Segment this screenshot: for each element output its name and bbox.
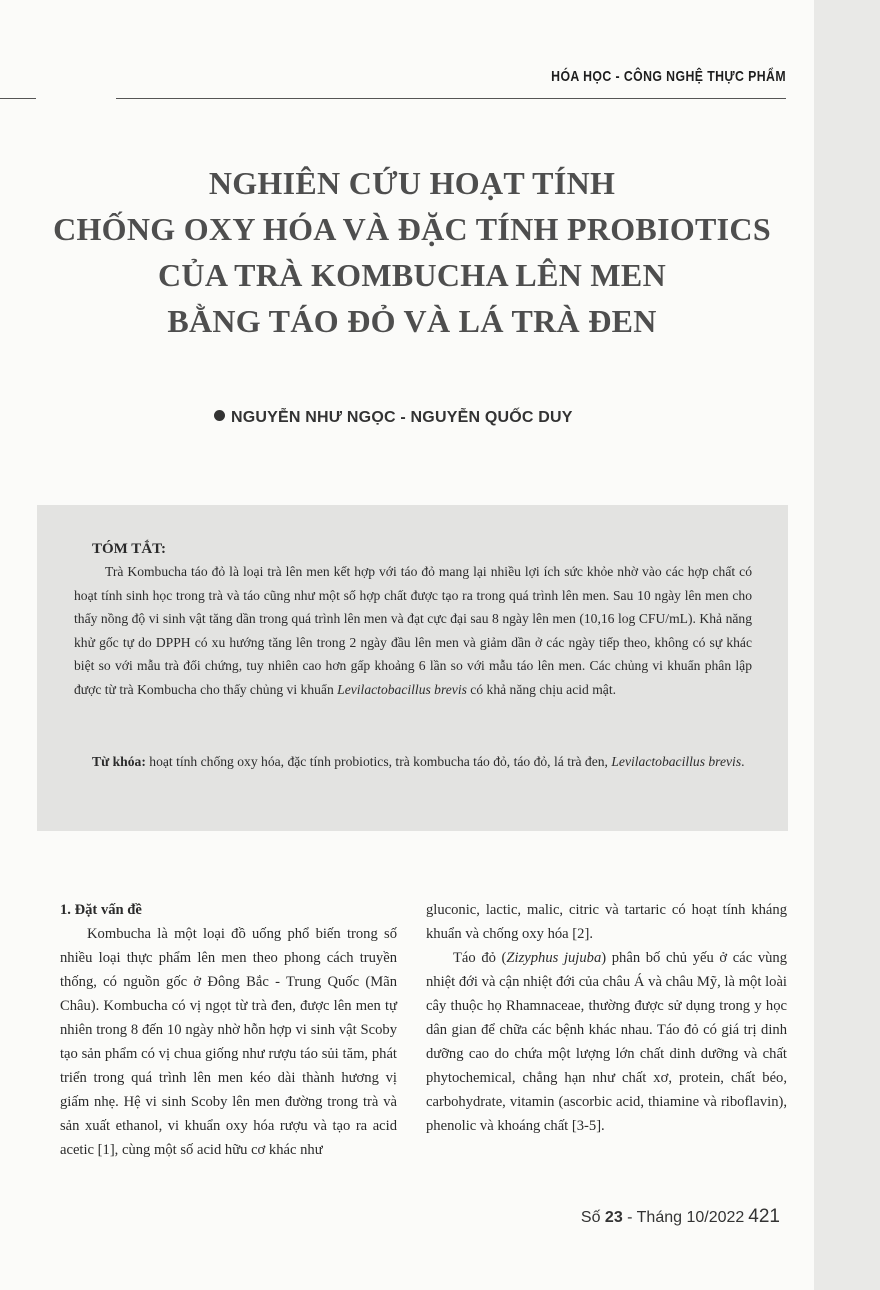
- abstract-heading: TÓM TẮT:: [92, 541, 167, 557]
- section-heading: 1. Đặt vấn đề: [60, 902, 142, 918]
- keywords-label: Từ khóa:: [92, 754, 146, 769]
- body-column-right: [426, 898, 787, 1138]
- keywords-text: hoạt tính chống oxy hóa, đặc tính probiotics, trà kombucha táo đỏ, táo đỏ, lá trà đen,: [145, 754, 612, 769]
- page-margin-shade: [814, 0, 880, 1290]
- page-number: 421: [748, 1206, 780, 1227]
- body-column-left: [60, 898, 397, 1162]
- paragraph: gluconic, lactic, malic, citric và tartaric có hoạt tính kháng khuẩn và chống oxy hóa [2].: [426, 902, 787, 942]
- keywords: [74, 750, 752, 774]
- issue-label: Số: [580, 1209, 605, 1226]
- issue-number: 23: [604, 1209, 623, 1226]
- article-title: [30, 160, 794, 344]
- page-footer: [540, 1206, 780, 1228]
- title-line-2: CHỐNG OXY HÓA VÀ ĐẶC TÍNH PROBIOTICS: [53, 211, 771, 247]
- title-line-1: NGHIÊN CỨU HOẠT TÍNH: [208, 165, 616, 201]
- text-run: ) phân bố chủ yếu ở các vùng nhiệt đới và cận nhiệt đới của châu Á và châu Mỹ, là một loài cây thuộc họ Rhamnaceae, thường được sử dụng trong y học dân gian để chữa các bệnh khác nhau. Táo đỏ có giá trị dinh dưỡng cao do chứa một lượng lớn chất dinh dưỡng và chất phytochemical, chẳng hạn như chất xơ, protein, chất béo, carbohydrate, vitamin (ascorbic acid, thiamine và riboflavin), phenolic và khoáng chất [3-5].: [426, 950, 788, 1134]
- abstract-body: [74, 560, 752, 701]
- header-rule-left: [0, 98, 36, 99]
- paragraph: Kombucha là một loại đồ uống phổ biến trong số nhiều loại thực phẩm lên men theo phong cách truyền thống, có nguồn gốc ở Đông Bắc - Trung Quốc (Mãn Châu). Kombucha có vị ngọt từ trà đen, được lên men tự nhiên trong 8 đến 10 ngày nhờ hỗn hợp vi sinh vật Scoby tạo sản phẩm có vị chua giống như rượu táo sủi tăm, phát triển trong quá trình lên men kéo dài thành hương vị giấm nhẹ. Hệ vi sinh Scoby lên men đường trong trà và sản xuất ethanol, vi khuẩn oxy hóa rượu và tạo ra acid acetic [1], cùng một số acid hữu cơ khác như: [60, 926, 397, 1158]
- abstract-text-end: có khả năng chịu acid mật.: [466, 681, 617, 697]
- keywords-end: .: [741, 754, 745, 769]
- issue-month: - Tháng 10/2022: [622, 1209, 745, 1226]
- author-line: [214, 409, 674, 427]
- authors-text: NGUYỄN NHƯ NGỌC - NGUYỄN QUỐC DUY: [231, 409, 573, 426]
- paragraph: [426, 946, 787, 1138]
- species-name: Zizyphus jujuba: [506, 950, 602, 966]
- section-label: HÓA HỌC - CÔNG NGHỆ THỰC PHẨM: [551, 68, 786, 85]
- keywords-species: Levilactobacillus brevis: [611, 754, 742, 769]
- header-rule: [116, 98, 786, 99]
- text-run: Táo đỏ (: [453, 950, 507, 966]
- abstract-species: Levilactobacillus brevis: [337, 681, 467, 697]
- title-line-3: CỦA TRÀ KOMBUCHA LÊN MEN: [158, 257, 666, 293]
- abstract-text: Trà Kombucha táo đỏ là loại trà lên men kết hợp với táo đỏ mang lại nhiều lợi ích sức khỏe nhờ vào các hợp chất có hoạt tính sinh học trong trà và táo cũng như một số hợp chất được tạo ra trong quá trình lên men. Sau 10 ngày lên men cho thấy nồng độ vi sinh vật tăng dần trong quá trình lên men và đạt cực đại sau 8 ngày lên men (10,16 log CFU/mL). Khả năng khử gốc tự do DPPH có xu hướng tăng lên trong 2 ngày đầu lên men và giảm dần ở các ngày tiếp theo, không có sự khác biệt so với mẫu trà đối chứng, tuy nhiên cao hơn gấp khoảng 6 lần so với mẫu táo lên men. Các chủng vi khuẩn phân lập được từ trà Kombucha cho thấy chủng vi khuẩn: [74, 564, 752, 697]
- bullet-icon: [214, 410, 225, 421]
- title-line-4: BẰNG TÁO ĐỎ VÀ LÁ TRÀ ĐEN: [167, 303, 657, 339]
